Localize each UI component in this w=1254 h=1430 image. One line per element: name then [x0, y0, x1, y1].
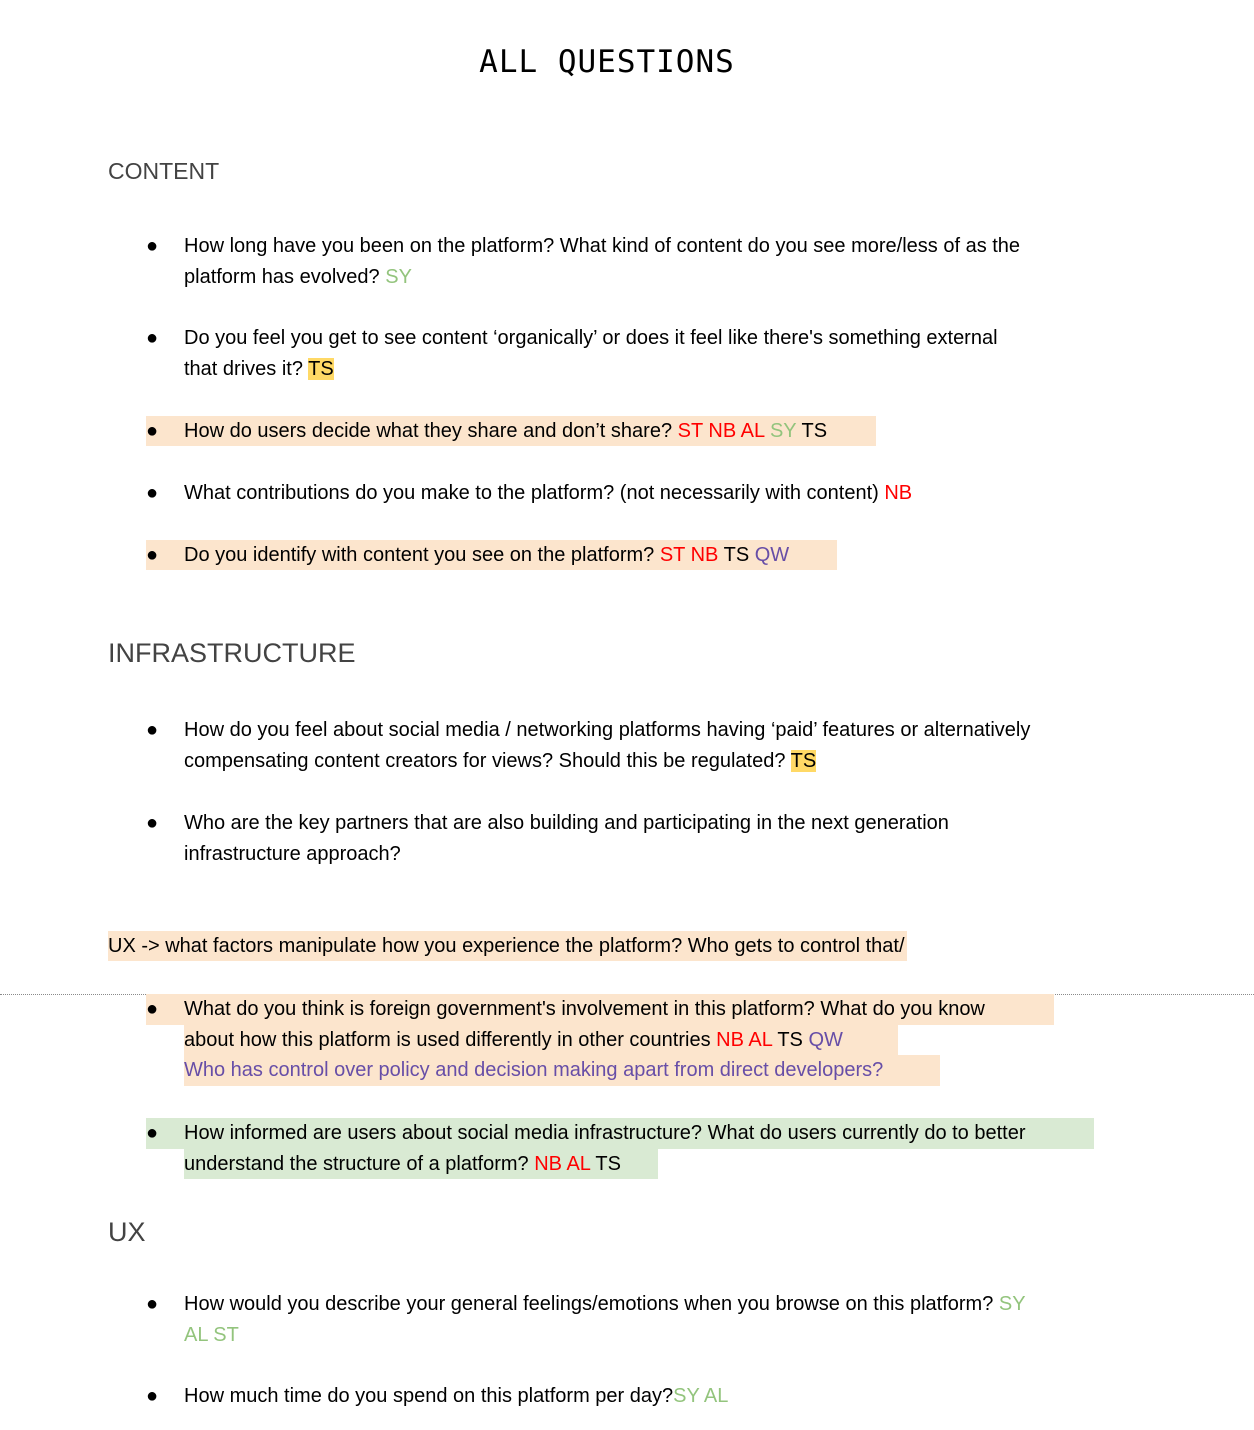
initials-tag: NB — [884, 482, 913, 504]
initials-tag: AL — [703, 1385, 729, 1407]
initials-tag: SY — [385, 265, 412, 288]
initials-tag: SY — [673, 1385, 700, 1407]
ux-note: UX -> what factors manipulate how you experience the platform? Who gets to control that/ — [108, 931, 907, 961]
question-text: How much time do you spend on this platform per day? — [184, 1385, 674, 1407]
question-text: Do you feel you get to see content ‘organically’ or does it feel like there's something external — [184, 327, 998, 349]
initials-tag: TS — [790, 749, 817, 772]
section-heading-infrastructure: INFRASTRUCTURE — [108, 638, 356, 668]
initials-tag: QW — [754, 544, 790, 566]
initials-tag: QW — [808, 1028, 843, 1051]
initials-tag: SY — [769, 420, 797, 442]
bullet-icon: ● — [146, 1293, 159, 1315]
bullet-icon: ● — [146, 544, 159, 566]
initials-tag: ST — [677, 420, 703, 442]
question-text: understand the structure of a platform? — [184, 1152, 535, 1175]
bullet-icon: ● — [146, 482, 159, 504]
bullet-icon: ● — [146, 235, 159, 257]
initials-tag: NB — [534, 1152, 562, 1175]
initials-tag: ST — [213, 1323, 239, 1346]
initials-tag: NB — [708, 420, 737, 442]
initials-tag: TS — [308, 357, 334, 380]
question-text: What contributions do you make to the platform? (not necessarily with content) — [184, 482, 885, 504]
section-heading-ux: UX — [108, 1217, 146, 1247]
bullet-icon: ● — [146, 812, 159, 834]
question-text: How do users decide what they share and don’t share? — [184, 420, 678, 442]
question-text: How do you feel about social media / networking platforms having ‘paid’ features or alternatively — [184, 719, 1031, 741]
initials-tag: TS — [595, 1152, 621, 1175]
question-text: How long have you been on the platform? What kind of content do you see more/less of as the — [184, 235, 1021, 257]
initials-tag: TS — [801, 420, 828, 442]
question-text: that drives it? — [184, 357, 309, 380]
initials-tag: NB — [716, 1028, 744, 1051]
question-text: What do you think is foreign government's involvement in this platform? What do you know — [184, 998, 985, 1020]
document-title: ALL QUESTIONS — [479, 44, 735, 80]
question-text: platform has evolved? — [184, 265, 386, 288]
bullet-icon: ● — [146, 998, 159, 1020]
bullet-icon: ● — [146, 327, 159, 349]
section-heading-content: CONTENT — [108, 158, 220, 184]
initials-tag: AL — [740, 420, 765, 442]
initials-tag: TS — [777, 1028, 803, 1051]
initials-tag: NB — [690, 544, 719, 566]
initials-tag: AL — [748, 1028, 773, 1051]
question-text: infrastructure approach? — [184, 842, 401, 865]
initials-tag: SY — [998, 1293, 1026, 1315]
bullet-icon: ● — [146, 1122, 159, 1144]
bullet-icon: ● — [146, 1385, 159, 1407]
initials-tag: ST — [659, 544, 686, 566]
question-text: Who has control over policy and decision making apart from direct developers? — [184, 1059, 884, 1081]
initials-tag: TS — [723, 544, 750, 566]
bullet-icon: ● — [146, 420, 159, 442]
question-text: How would you describe your general feelings/emotions when you browse on this platform? — [184, 1293, 999, 1315]
question-text: Do you identify with content you see on the platform? — [184, 544, 660, 566]
question-text: about how this platform is used differently in other countries — [184, 1028, 717, 1051]
question-text: Who are the key partners that are also building and participating in the next generation — [184, 812, 949, 834]
bullet-icon: ● — [146, 719, 159, 741]
question-text: compensating content creators for views? Should this be regulated? — [184, 749, 791, 772]
initials-tag: AL — [184, 1323, 208, 1346]
initials-tag: AL — [566, 1152, 591, 1175]
question-text: How informed are users about social media infrastructure? What do users currently do to better — [184, 1122, 1026, 1144]
